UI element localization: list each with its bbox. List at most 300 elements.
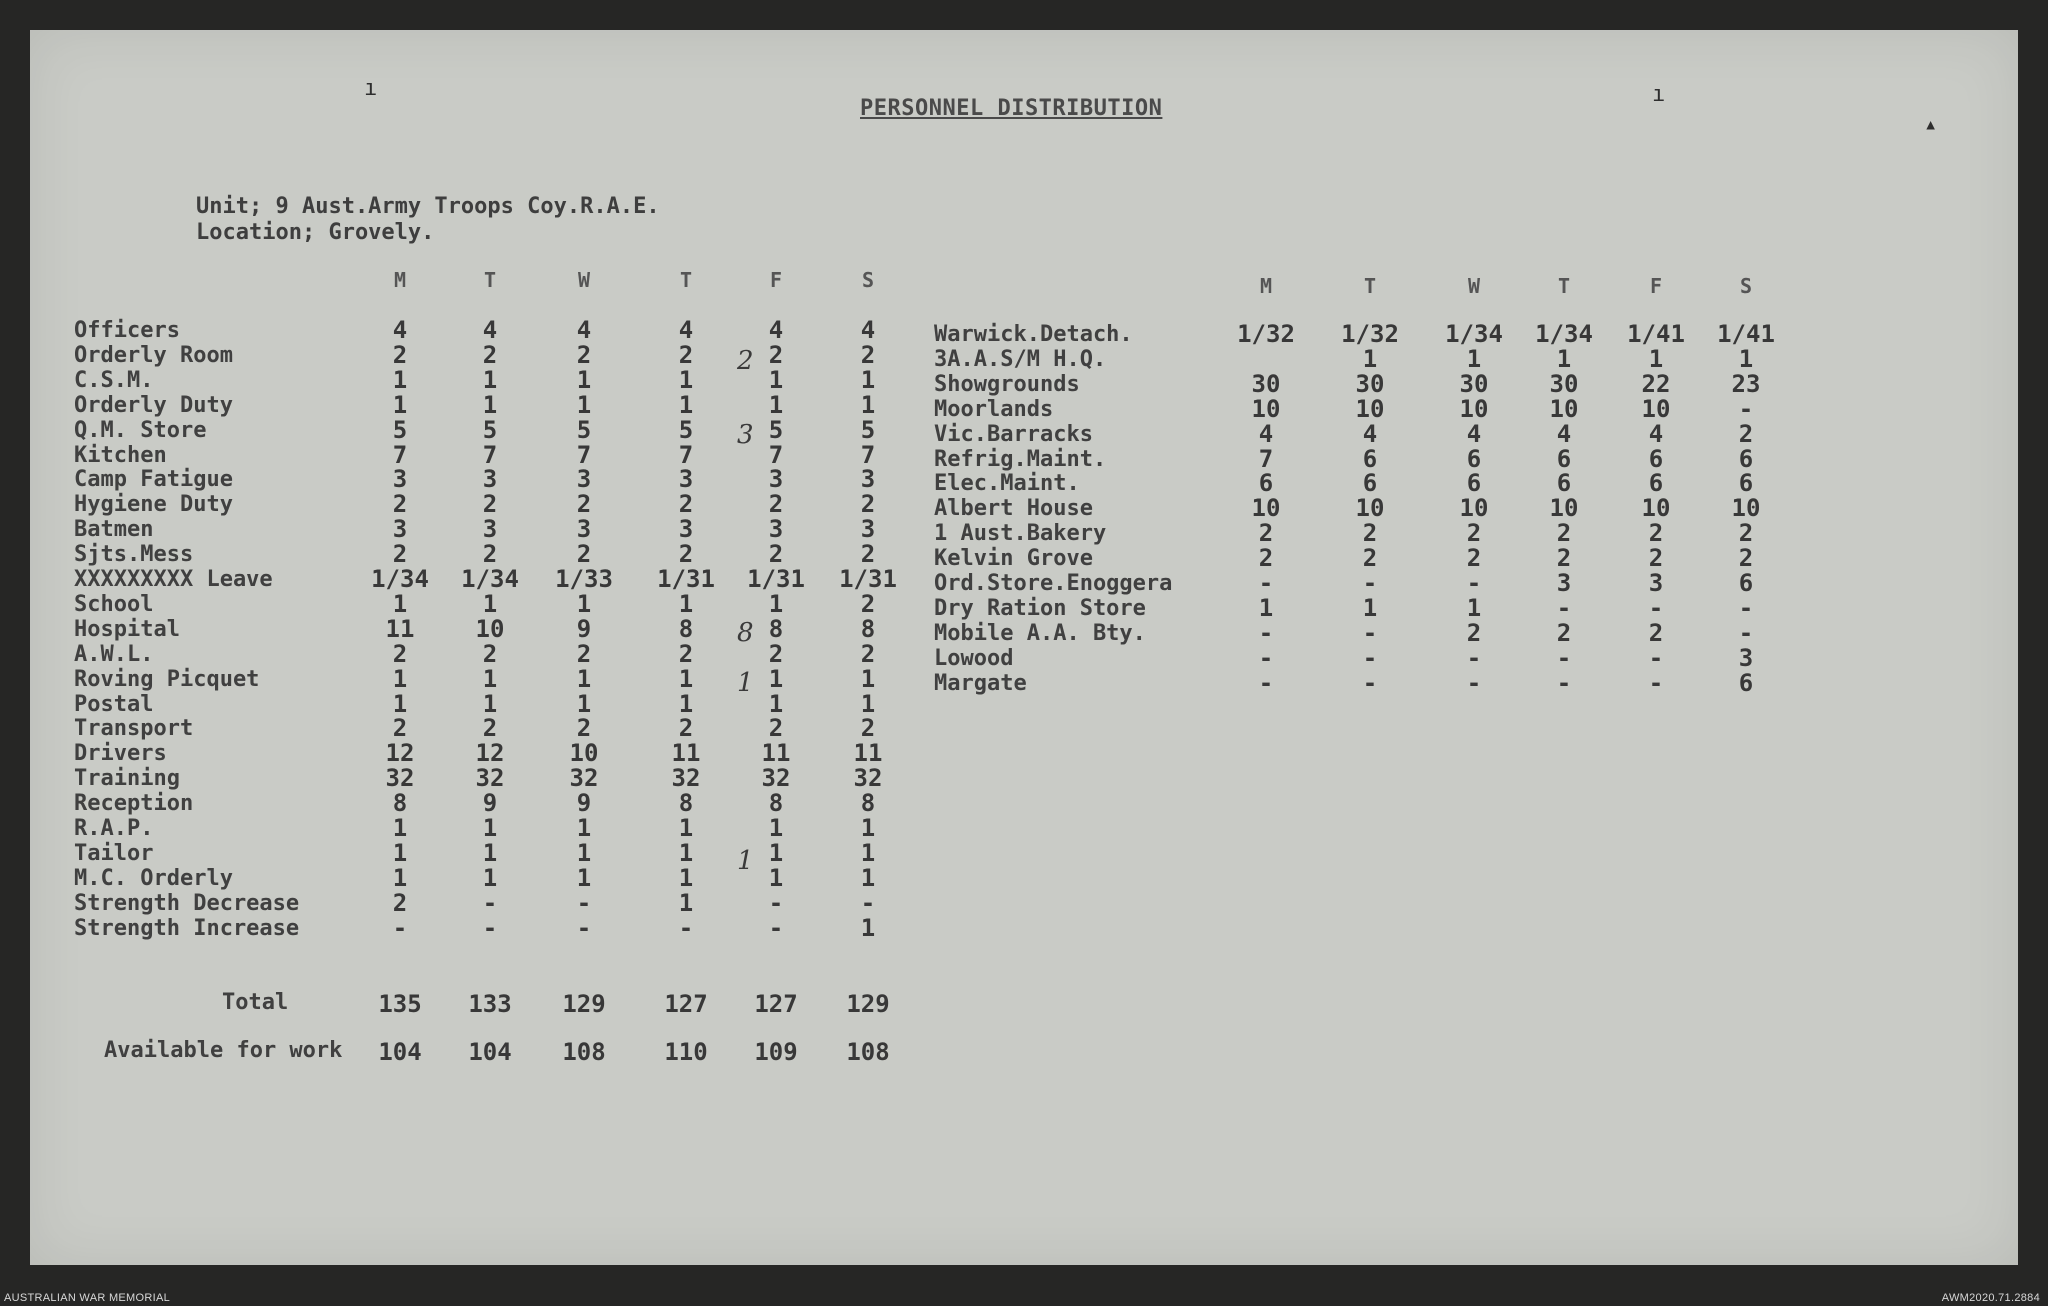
cell-value: 9 <box>576 789 592 818</box>
cell-value: 10 <box>1459 494 1489 523</box>
cell-value: 2 <box>678 540 694 569</box>
cell-value: - <box>1738 593 1754 622</box>
cell-value: 2 <box>1466 544 1482 573</box>
cell-value: 1 <box>860 814 876 842</box>
cell-value: 1/34 <box>371 565 429 593</box>
total-value: 127 <box>664 990 708 1018</box>
cell-value: 1 <box>860 838 876 867</box>
cell-value: 1 <box>678 365 694 394</box>
row-label: Strength Decrease <box>74 890 300 916</box>
cell-value: 1 <box>392 390 408 419</box>
cell-value: 2 <box>1556 618 1572 647</box>
cell-value: 2 <box>678 639 694 668</box>
cell-value: 5 <box>576 415 592 444</box>
cell-value: 3 <box>1556 569 1572 597</box>
cell-value: 1 <box>482 365 498 394</box>
cell-value: - <box>1648 593 1664 622</box>
cell-value: 2 <box>482 540 498 569</box>
cell-value: 11 <box>671 739 701 768</box>
cell-value: 1 <box>482 689 498 718</box>
cell-value: 1 <box>576 365 592 394</box>
cell-value: - <box>576 888 592 917</box>
total-value: 129 <box>562 990 606 1018</box>
cell-value: 1 <box>392 589 408 618</box>
cell-value: - <box>1738 618 1754 647</box>
cell-value: 4 <box>768 316 784 344</box>
cell-value: 1 <box>482 390 498 419</box>
cell-value: 32 <box>761 764 791 793</box>
day-header: T <box>679 268 693 292</box>
cell-value: 1/34 <box>1535 320 1593 348</box>
cell-value: 1 <box>678 589 694 618</box>
row-label: Kitchen <box>74 442 167 468</box>
row-label: 3A.A.S/M H.Q. <box>934 346 1107 372</box>
row-label: Tailor <box>74 840 154 866</box>
cell-value: 2 <box>678 714 694 743</box>
cell-value: 1 <box>860 689 876 718</box>
total-value: 133 <box>468 990 512 1018</box>
cell-value: 1 <box>482 863 498 892</box>
row-label: Ord.Store.Enoggera <box>934 571 1173 596</box>
cell-value: 1 <box>1466 344 1482 373</box>
cell-value: 1 <box>678 863 694 892</box>
cell-value: 1 <box>576 838 592 867</box>
handwritten-mark: 3 <box>737 420 754 450</box>
cell-value: 32 <box>385 764 415 793</box>
cell-value: 1 <box>482 664 498 693</box>
cell-value: 7 <box>1258 444 1274 473</box>
day-header: F <box>1649 274 1663 298</box>
row-label: Warwick.Detach. <box>934 322 1133 347</box>
day-header: W <box>1467 274 1481 298</box>
cell-value: 1 <box>768 589 784 618</box>
footer-credit: AUSTRALIAN WAR MEMORIAL <box>4 1292 171 1304</box>
cell-value: 1 <box>860 390 876 419</box>
cell-value: 4 <box>1648 419 1664 448</box>
cell-value: 4 <box>1362 419 1378 448</box>
cell-value: 2 <box>860 639 876 668</box>
row-label: XXXXXXXXX Leave <box>74 567 273 592</box>
cell-value: 1 <box>392 863 408 892</box>
cell-value: 3 <box>860 515 876 544</box>
cell-value: - <box>482 888 498 917</box>
cell-value: 2 <box>576 490 592 519</box>
cell-value: 1 <box>678 888 694 917</box>
row-label: Batmen <box>74 517 154 543</box>
available-value: 109 <box>754 1038 798 1066</box>
cell-value: 4 <box>392 316 408 344</box>
cell-value: 2 <box>768 490 784 519</box>
cell-value: - <box>1738 394 1754 423</box>
cell-value: - <box>392 913 408 942</box>
cell-value: 1 <box>768 365 784 394</box>
cell-value: 1 <box>392 838 408 867</box>
cell-value: 10 <box>1459 394 1489 423</box>
cell-value: 1/34 <box>1445 320 1503 348</box>
row-label: R.A.P. <box>74 816 154 841</box>
row-label: Vic.Barracks <box>934 421 1093 447</box>
day-header: T <box>1557 274 1571 298</box>
cell-value: 10 <box>1355 394 1385 423</box>
row-label: Margate <box>934 670 1027 696</box>
cell-value: 32 <box>853 764 883 793</box>
cell-value: 1 <box>768 814 784 842</box>
cell-value: - <box>1362 668 1378 697</box>
cell-value: 4 <box>860 316 876 344</box>
cell-value: - <box>1362 569 1378 597</box>
cell-value: 5 <box>768 415 784 444</box>
pin-mark-right: ı <box>1652 82 1666 107</box>
cell-value: 1 <box>576 814 592 842</box>
cell-value: 6 <box>1556 469 1572 498</box>
row-label: Elec.Maint. <box>934 471 1080 497</box>
cell-value: - <box>1258 643 1274 672</box>
cell-value: 1 <box>1556 344 1572 373</box>
row-label: Hygiene Duty <box>74 492 233 518</box>
cell-value: 1 <box>678 814 694 842</box>
cell-value: 1 <box>576 689 592 718</box>
cell-value: - <box>482 913 498 942</box>
cell-value: 3 <box>482 465 498 494</box>
cell-value: 1 <box>576 664 592 693</box>
cell-value: 11 <box>385 614 415 643</box>
cell-value: 1/31 <box>839 565 897 593</box>
cell-value: 8 <box>768 789 784 818</box>
cell-value: 6 <box>1466 444 1482 473</box>
row-label: Dry Ration Store <box>934 595 1146 621</box>
row-label: School <box>74 591 154 617</box>
row-label: Q.M. Store <box>74 417 207 443</box>
row-label: Training <box>74 766 180 792</box>
cell-value: 6 <box>1648 469 1664 498</box>
cell-value: - <box>860 888 876 917</box>
cell-value: 1/34 <box>461 565 519 593</box>
day-header: W <box>577 268 591 292</box>
cell-value: 10 <box>1549 494 1579 523</box>
available-value: 104 <box>468 1038 512 1066</box>
cell-value: 1 <box>678 689 694 718</box>
cell-value: 1 <box>1258 593 1274 622</box>
cell-value: 2 <box>392 714 408 743</box>
cell-value: 30 <box>1355 369 1385 398</box>
cell-value: 4 <box>678 316 694 344</box>
cell-value: 1/41 <box>1627 320 1685 348</box>
cell-value: 2 <box>860 714 876 743</box>
cell-value: 2 <box>860 540 876 569</box>
cell-value: 1 <box>768 390 784 419</box>
cell-value: 30 <box>1549 369 1579 398</box>
cell-value: - <box>1648 668 1664 697</box>
cell-value: 1/32 <box>1341 320 1399 348</box>
cell-value: 2 <box>1738 519 1754 548</box>
cell-value: 8 <box>768 614 784 643</box>
day-header: M <box>1259 274 1273 298</box>
cell-value: - <box>1362 643 1378 672</box>
cell-value: 1 <box>768 838 784 867</box>
cell-value: 6 <box>1466 469 1482 498</box>
cell-value: 7 <box>576 440 592 469</box>
document-title: PERSONNEL DISTRIBUTION <box>860 96 1163 121</box>
cell-value: 5 <box>860 415 876 444</box>
row-label: Sjts.Mess <box>74 542 194 568</box>
cell-value: 12 <box>475 739 505 768</box>
cell-value: 32 <box>671 764 701 793</box>
cell-value: 6 <box>1738 444 1754 473</box>
cell-value: 2 <box>576 714 592 743</box>
available-value: 108 <box>846 1038 890 1066</box>
cell-value: 1 <box>678 664 694 693</box>
pin-mark-left: ı <box>364 76 378 101</box>
cell-value: 11 <box>761 739 791 768</box>
cell-value: - <box>1258 618 1274 647</box>
row-label: Mobile A.A. Bty. <box>934 620 1146 646</box>
cell-value: 1/41 <box>1717 320 1775 348</box>
cell-value: 3 <box>392 465 408 494</box>
cell-value: 2 <box>392 639 408 668</box>
cell-value: 3 <box>860 465 876 494</box>
cell-value: - <box>1362 618 1378 647</box>
cell-value: - <box>576 913 592 942</box>
cell-value: 1 <box>576 390 592 419</box>
total-value: 129 <box>846 990 890 1018</box>
cell-value: 9 <box>576 614 592 643</box>
cell-value: 2 <box>678 490 694 519</box>
cell-value: 2 <box>576 639 592 668</box>
handwritten-mark: 1 <box>737 846 754 876</box>
cell-value: - <box>768 913 784 942</box>
cell-value: 1 <box>1362 344 1378 373</box>
cell-value: 2 <box>392 490 408 519</box>
cell-value: 2 <box>768 714 784 743</box>
cell-value: 2 <box>576 540 592 569</box>
cell-value: 11 <box>853 739 883 768</box>
cell-value: 1 <box>678 390 694 419</box>
row-label: Drivers <box>74 741 167 767</box>
row-label: Reception <box>74 791 194 817</box>
row-label: 1 Aust.Bakery <box>934 521 1107 547</box>
cell-value: 22 <box>1641 369 1671 398</box>
cell-value: 2 <box>1362 544 1378 573</box>
cell-value: 4 <box>1556 419 1572 448</box>
cell-value: 1 <box>392 365 408 394</box>
cell-value: 2 <box>860 589 876 618</box>
cell-value: 6 <box>1738 469 1754 498</box>
cell-value: 4 <box>576 316 592 344</box>
cell-value: 30 <box>1459 369 1489 398</box>
cell-value: 2 <box>482 490 498 519</box>
cell-value: 1 <box>482 838 498 867</box>
cell-value: 2 <box>1466 618 1482 647</box>
total-value: 127 <box>754 990 798 1018</box>
row-label: Orderly Room <box>74 342 233 368</box>
day-header: T <box>1363 274 1377 298</box>
cell-value: 2 <box>1738 419 1754 448</box>
cell-value: 3 <box>1648 569 1664 597</box>
cell-value: 10 <box>1549 394 1579 423</box>
day-header: T <box>483 268 497 292</box>
available-label: Available for work <box>104 1038 343 1063</box>
row-label: Lowood <box>934 645 1014 671</box>
cell-value: 3 <box>482 515 498 544</box>
cell-value: 6 <box>1648 444 1664 473</box>
cell-value: 2 <box>1648 618 1664 647</box>
handwritten-mark: 1 <box>737 668 754 698</box>
cell-value: 2 <box>860 340 876 369</box>
cell-value: 10 <box>1355 494 1385 523</box>
cell-value: 1 <box>392 689 408 718</box>
cell-value: 8 <box>678 789 694 818</box>
cell-value: 10 <box>1251 394 1281 423</box>
cell-value: 7 <box>482 440 498 469</box>
total-value: 135 <box>378 990 422 1018</box>
cell-value: 1 <box>392 664 408 693</box>
cell-value: 2 <box>1648 544 1664 573</box>
cell-value: 2 <box>1738 544 1754 573</box>
cell-value: 10 <box>1641 394 1671 423</box>
day-header: F <box>769 268 783 292</box>
row-label: Showgrounds <box>934 371 1080 397</box>
cell-value: 10 <box>475 614 505 643</box>
cell-value: 5 <box>392 415 408 444</box>
cell-value: 2 <box>1362 519 1378 548</box>
cell-value: 2 <box>1556 544 1572 573</box>
cell-value: 1 <box>860 863 876 892</box>
unit-line: Unit; 9 Aust.Army Troops Coy.R.A.E. <box>196 194 660 219</box>
cell-value: 32 <box>569 764 599 793</box>
row-label: Orderly Duty <box>74 392 233 418</box>
cell-value: 2 <box>392 888 408 917</box>
row-label: Moorlands <box>934 396 1054 422</box>
cell-value: 3 <box>678 515 694 544</box>
corner-mark: ▴ <box>1924 112 1938 137</box>
cell-value: 8 <box>392 789 408 818</box>
cell-value: 8 <box>860 789 876 818</box>
cell-value: 1 <box>1738 344 1754 373</box>
cell-value: 3 <box>678 465 694 494</box>
cell-value: 4 <box>482 316 498 344</box>
row-label: Kelvin Grove <box>934 546 1093 572</box>
cell-value: 23 <box>1731 369 1761 398</box>
cell-value: - <box>1556 668 1572 697</box>
cell-value: 9 <box>482 789 498 818</box>
cell-value: 1 <box>860 664 876 693</box>
handwritten-mark: 2 <box>737 346 754 376</box>
cell-value: 7 <box>392 440 408 469</box>
cell-value: 10 <box>1641 494 1671 523</box>
cell-value: 1 <box>576 589 592 618</box>
cell-value: 3 <box>576 515 592 544</box>
cell-value: - <box>1466 569 1482 597</box>
cell-value: 2 <box>1258 519 1274 548</box>
row-label: Hospital <box>74 616 180 642</box>
total-label: Total <box>222 990 289 1015</box>
cell-value: 2 <box>768 540 784 569</box>
cell-value: 2 <box>482 639 498 668</box>
cell-value: 6 <box>1362 444 1378 473</box>
row-label: Albert House <box>934 496 1093 522</box>
cell-value: 10 <box>1731 494 1761 523</box>
cell-value: 3 <box>1738 643 1754 672</box>
cell-value: 1 <box>482 589 498 618</box>
cell-value: 1 <box>860 365 876 394</box>
day-header: S <box>1739 274 1753 298</box>
cell-value: 7 <box>768 440 784 469</box>
cell-value: 2 <box>1466 519 1482 548</box>
cell-value: 5 <box>678 415 694 444</box>
cell-value: 12 <box>385 739 415 768</box>
cell-value: 2 <box>576 340 592 369</box>
cell-value: - <box>1466 643 1482 672</box>
cell-value: 32 <box>475 764 505 793</box>
row-label: Refrig.Maint. <box>934 446 1107 472</box>
cell-value: 1 <box>392 814 408 842</box>
cell-value: 2 <box>482 714 498 743</box>
cell-value: 1/32 <box>1237 320 1295 348</box>
cell-value: 2 <box>482 340 498 369</box>
cell-value: 6 <box>1738 569 1754 597</box>
cell-value: 6 <box>1362 469 1378 498</box>
cell-value: 1 <box>768 664 784 693</box>
cell-value: 6 <box>1738 668 1754 697</box>
cell-value: 6 <box>1556 444 1572 473</box>
cell-value: 2 <box>860 490 876 519</box>
day-header: M <box>393 268 407 292</box>
cell-value: 3 <box>576 465 592 494</box>
cell-value: 7 <box>860 440 876 469</box>
cell-value: 2 <box>1556 519 1572 548</box>
footer-accession-number: AWM2020.71.2884 <box>1941 1292 2040 1304</box>
cell-value: 1 <box>482 814 498 842</box>
row-label: Roving Picquet <box>74 666 260 692</box>
cell-value: 1 <box>678 838 694 867</box>
cell-value: 1 <box>1648 344 1664 373</box>
cell-value: 10 <box>569 739 599 768</box>
cell-value: 1/33 <box>555 565 613 593</box>
cell-value: 3 <box>768 515 784 544</box>
cell-value: - <box>1556 593 1572 622</box>
cell-value: 30 <box>1251 369 1281 398</box>
cell-value: 2 <box>392 540 408 569</box>
cell-value: 1 <box>576 863 592 892</box>
cell-value: 4 <box>1258 419 1274 448</box>
cell-value: 2 <box>392 340 408 369</box>
cell-value: - <box>678 913 694 942</box>
cell-value: 1 <box>860 913 876 942</box>
cell-value: - <box>1648 643 1664 672</box>
cell-value: - <box>1466 668 1482 697</box>
cell-value: 2 <box>768 639 784 668</box>
cell-value: 7 <box>678 440 694 469</box>
cell-value: 3 <box>768 465 784 494</box>
cell-value: 1 <box>768 689 784 718</box>
cell-value: 4 <box>1466 419 1482 448</box>
cell-value: 1 <box>1466 593 1482 622</box>
cell-value: 10 <box>1251 494 1281 523</box>
cell-value: 6 <box>1258 469 1274 498</box>
cell-value: 2 <box>768 340 784 369</box>
cell-value: 2 <box>1258 544 1274 573</box>
cell-value: 2 <box>1648 519 1664 548</box>
cell-value: 8 <box>860 614 876 643</box>
cell-value: 1 <box>1362 593 1378 622</box>
cell-value: 1 <box>768 863 784 892</box>
cell-value: 1/31 <box>747 565 805 593</box>
row-label: Transport <box>74 716 194 742</box>
cell-value: 8 <box>678 614 694 643</box>
row-label: C.S.M. <box>74 367 154 393</box>
available-value: 108 <box>562 1038 606 1066</box>
available-value: 104 <box>378 1038 422 1066</box>
